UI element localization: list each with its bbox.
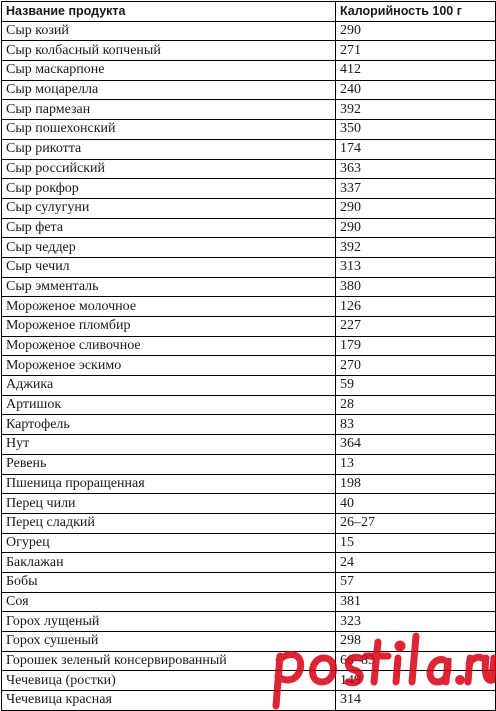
product-name-cell: Сыр чечил xyxy=(2,257,336,277)
calorie-value-cell: 270 xyxy=(336,356,496,376)
table-row xyxy=(2,238,496,258)
table-row xyxy=(2,513,496,533)
product-name-cell: Мороженое эскимо xyxy=(2,356,336,376)
table-row xyxy=(2,159,496,179)
product-name-cell: Соя xyxy=(2,592,336,612)
table-row xyxy=(2,651,496,671)
product-name-cell: Сыр чеддер xyxy=(2,238,336,258)
calorie-value-cell: 392 xyxy=(336,100,496,120)
calorie-value-cell: 40 xyxy=(336,494,496,514)
product-name-cell: Мороженое молочное xyxy=(2,297,336,317)
table-row xyxy=(2,277,496,297)
product-name-cell: Мороженое сливочное xyxy=(2,336,336,356)
product-name-cell: Сыр моцарелла xyxy=(2,80,336,100)
table-row xyxy=(2,415,496,435)
calorie-value-cell: 83 xyxy=(336,415,496,435)
table-row xyxy=(2,435,496,455)
table-row xyxy=(2,198,496,218)
product-name-cell: Перец чили xyxy=(2,494,336,514)
table-row xyxy=(2,553,496,573)
product-name-cell: Горошек зеленый консервированный xyxy=(2,651,336,671)
product-name-cell: Сыр козий xyxy=(2,21,336,41)
calorie-value-cell: 198 xyxy=(336,474,496,494)
calorie-value-cell: 59 xyxy=(336,376,496,396)
table-row xyxy=(2,80,496,100)
calorie-value-cell: 15 xyxy=(336,533,496,553)
product-name-cell: Артишок xyxy=(2,395,336,415)
table-row xyxy=(2,120,496,140)
calorie-value-cell: 323 xyxy=(336,612,496,632)
calorie-value-cell: 179 xyxy=(336,336,496,356)
table-row xyxy=(2,691,496,711)
table-row xyxy=(2,179,496,199)
calorie-value-cell: 28 xyxy=(336,395,496,415)
calorie-value-cell: 13 xyxy=(336,454,496,474)
product-name-cell: Огурец xyxy=(2,533,336,553)
calorie-value-cell: 298 xyxy=(336,632,496,652)
table-row xyxy=(2,297,496,317)
calorie-value-cell: 364 xyxy=(336,435,496,455)
table-row xyxy=(2,100,496,120)
table-row xyxy=(2,336,496,356)
product-name-cell: Перец сладкий xyxy=(2,513,336,533)
table-row xyxy=(2,139,496,159)
calorie-value-cell: 290 xyxy=(336,198,496,218)
calorie-value-cell: 381 xyxy=(336,592,496,612)
calorie-value-cell: 313 xyxy=(336,257,496,277)
product-name-cell: Горох сушеный xyxy=(2,632,336,652)
product-name-cell: Сыр российский xyxy=(2,159,336,179)
table-row xyxy=(2,218,496,238)
product-name-cell: Ревень xyxy=(2,454,336,474)
calorie-value-cell: 290 xyxy=(336,21,496,41)
calorie-value-cell: 149 xyxy=(336,671,496,691)
column-header-product: Название продукта xyxy=(2,2,336,22)
product-name-cell: Сыр эмменталь xyxy=(2,277,336,297)
product-name-cell: Нут xyxy=(2,435,336,455)
table-row xyxy=(2,592,496,612)
product-name-cell: Сыр колбасный копченый xyxy=(2,41,336,61)
product-name-cell: Мороженое пломбир xyxy=(2,317,336,337)
table-row xyxy=(2,257,496,277)
product-name-cell: Сыр рокфор xyxy=(2,179,336,199)
calorie-value-cell: 26–27 xyxy=(336,513,496,533)
table-row xyxy=(2,356,496,376)
table-row xyxy=(2,317,496,337)
calorie-value-cell: 66–83 xyxy=(336,651,496,671)
product-name-cell: Сыр рикотта xyxy=(2,139,336,159)
calorie-value-cell: 290 xyxy=(336,218,496,238)
calorie-value-cell: 337 xyxy=(336,179,496,199)
product-name-cell: Баклажан xyxy=(2,553,336,573)
table-row xyxy=(2,494,496,514)
table-row xyxy=(2,612,496,632)
column-header-calories: Калорийность 100 г xyxy=(336,2,496,22)
calorie-value-cell: 392 xyxy=(336,238,496,258)
product-name-cell: Чечевица красная xyxy=(2,691,336,711)
product-name-cell: Сыр пошехонский xyxy=(2,120,336,140)
product-name-cell: Чечевица (ростки) xyxy=(2,671,336,691)
table-row xyxy=(2,41,496,61)
calorie-value-cell: 380 xyxy=(336,277,496,297)
table-row xyxy=(2,474,496,494)
product-name-cell: Сыр сулугуни xyxy=(2,198,336,218)
calorie-value-cell: 227 xyxy=(336,317,496,337)
table-body xyxy=(2,21,496,710)
product-name-cell: Бобы xyxy=(2,572,336,592)
table-row xyxy=(2,572,496,592)
product-name-cell: Сыр пармезан xyxy=(2,100,336,120)
calorie-value-cell: 57 xyxy=(336,572,496,592)
calorie-value-cell: 240 xyxy=(336,80,496,100)
product-name-cell: Аджика xyxy=(2,376,336,396)
table-row xyxy=(2,632,496,652)
table-row xyxy=(2,671,496,691)
table-row xyxy=(2,376,496,396)
calorie-value-cell: 350 xyxy=(336,120,496,140)
calorie-value-cell: 271 xyxy=(336,41,496,61)
table-row xyxy=(2,61,496,81)
calorie-value-cell: 126 xyxy=(336,297,496,317)
calorie-value-cell: 412 xyxy=(336,61,496,81)
product-name-cell: Пшеница проращенная xyxy=(2,474,336,494)
calorie-value-cell: 314 xyxy=(336,691,496,711)
table-row xyxy=(2,454,496,474)
table-row xyxy=(2,533,496,553)
product-name-cell: Сыр фета xyxy=(2,218,336,238)
calorie-value-cell: 363 xyxy=(336,159,496,179)
table-row xyxy=(2,395,496,415)
calorie-value-cell: 174 xyxy=(336,139,496,159)
calorie-table xyxy=(1,1,496,711)
product-name-cell: Сыр маскарпоне xyxy=(2,61,336,81)
product-name-cell: Горох лущеный xyxy=(2,612,336,632)
table-header-row xyxy=(2,2,496,22)
product-name-cell: Картофель xyxy=(2,415,336,435)
calorie-value-cell: 24 xyxy=(336,553,496,573)
table-row xyxy=(2,21,496,41)
